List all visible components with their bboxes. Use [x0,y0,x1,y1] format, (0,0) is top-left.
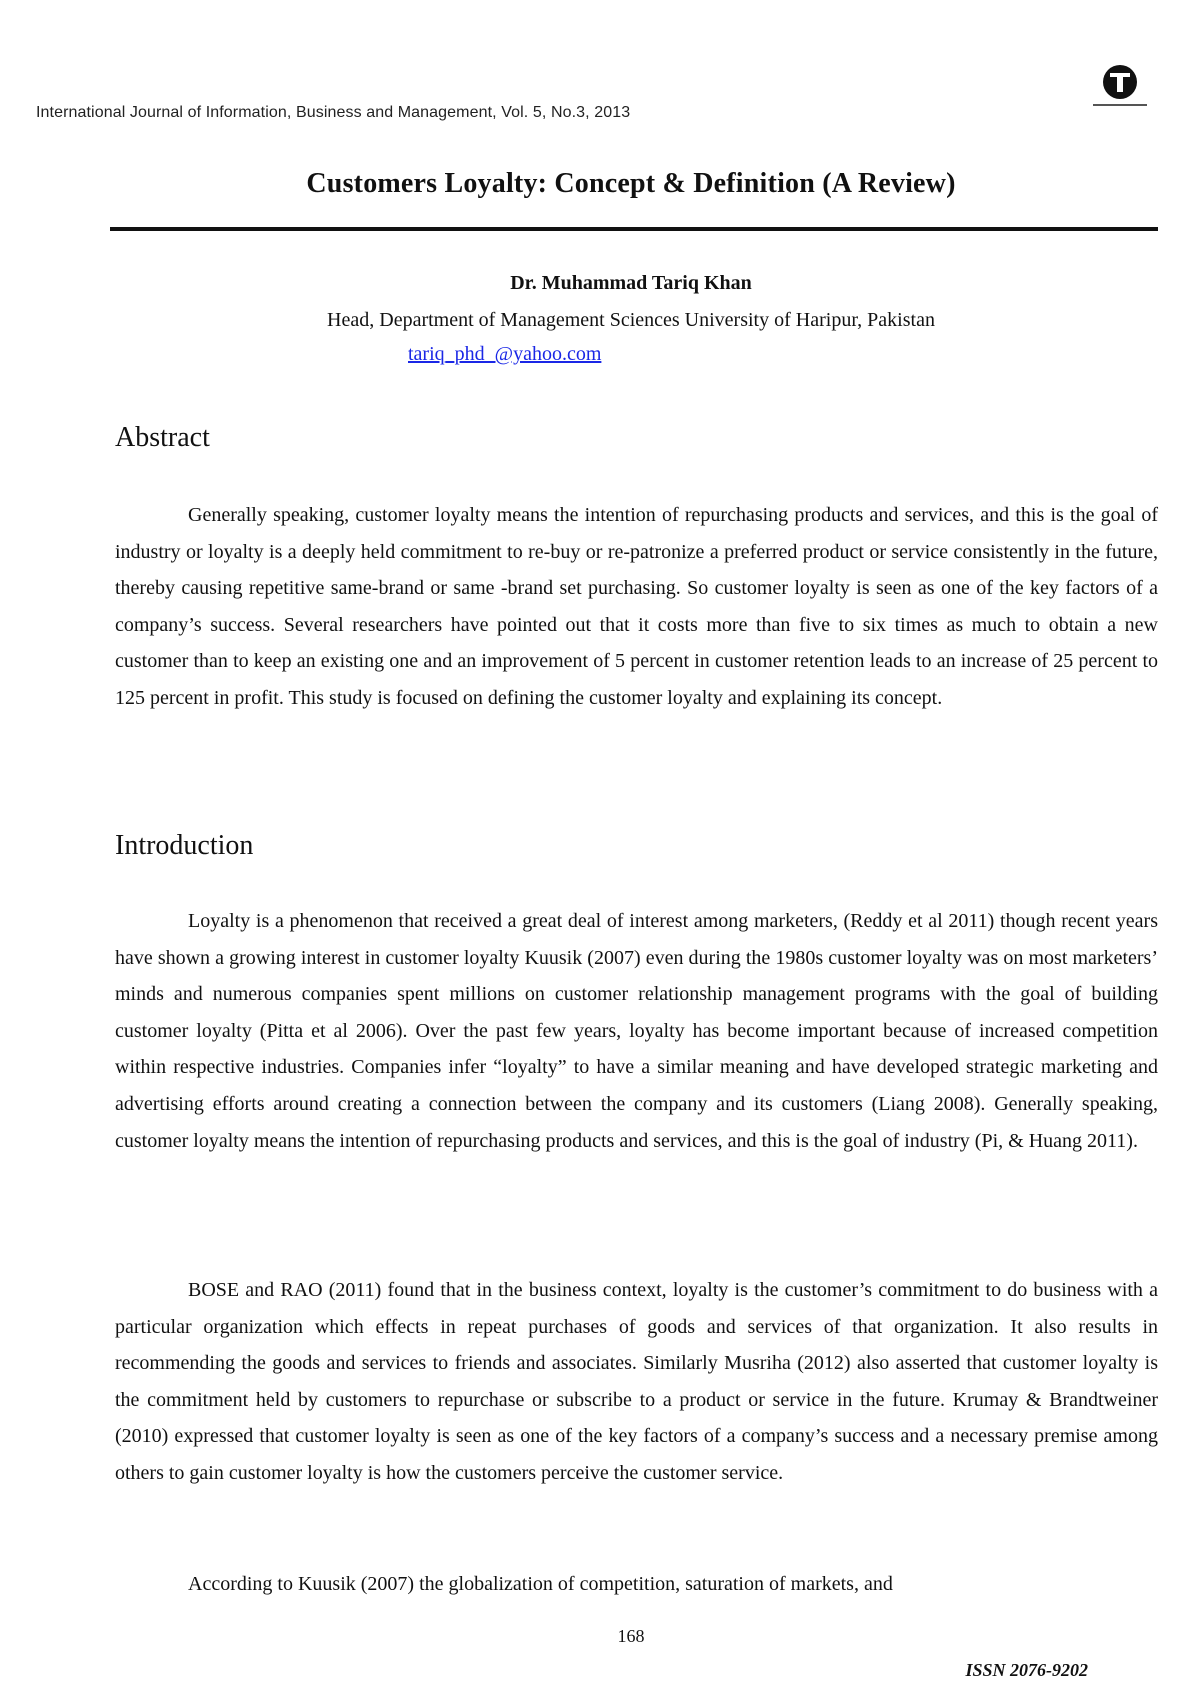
abstract-heading: Abstract [115,422,210,453]
publisher-logo-icon [1090,62,1150,110]
author-email-link[interactable]: tariq_phd_@yahoo.com [408,343,602,365]
author-affiliation: Head, Department of Management Sciences University of Haripur, Pakistan [327,309,935,331]
page-number: 168 [617,1626,645,1646]
introduction-paragraph: BOSE and RAO (2011) found that in the business context, loyalty is the customer’s commitment to do business with a particular organization which effects in repeat purchases of goods and services of that organization. It also results in recommending the goods and services to friends and associates. Similarly Musriha (2012) also asserted that customer loyalty is the commitment held by customers to repurchase or subscribe to a product or service in the future. Krumay & Brandtweiner (2010) expressed that customer loyalty is seen as one of the key factors of a company’s success and a necessary premise among others to gain customer loyalty is how the customers perceive the customer service. [115,1279,1158,1484]
issn-label: ISSN 2076-9202 [965,1660,1088,1680]
abstract-paragraph: Generally speaking, customer loyalty means the intention of repurchasing products and services, and this is the goal of industry or loyalty is a deeply held commitment to re-buy or re-patronize a preferred product or service consistently in the future, thereby causing repetitive same-brand or same -brand set purchasing. So customer loyalty is seen as one of the key factors of a company’s success. Several researchers have pointed out that it costs more than five to six times as much to obtain a new customer than to keep an existing one and an improvement of 5 percent in customer retention leads to an increase of 25 percent to 125 percent in profit. This study is focused on defining the customer loyalty and explaining its concept. [115,504,1158,709]
introduction-paragraph: According to Kuusik (2007) the globalization of competition, saturation of markets, and [188,1573,893,1595]
introduction-paragraph: Loyalty is a phenomenon that received a great deal of interest among marketers, (Reddy et al 2011) though recent years have shown a growing interest in customer loyalty Kuusik (2007) even during the 1980s customer loyalty was on most marketers’ minds and numerous companies spent millions on customer relationship management programs with the goal of building customer loyalty (Pitta et al 2006). Over the past few years, loyalty has become important because of increased competition within respective industries. Companies infer “loyalty” to have a similar meaning and have developed strategic marketing and advertising efforts around creating a connection between the company and its customers (Liang 2008). Generally speaking, customer loyalty means the intention of repurchasing products and services, and this is the goal of industry (Pi, & Huang 2011). [115,910,1158,1152]
journal-running-head: International Journal of Information, Business and Management, Vol. 5, No.3, 2013 [36,104,631,121]
introduction-heading: Introduction [115,830,254,861]
paper-title: Customers Loyalty: Concept & Definition (A Review) [306,168,956,199]
author-name: Dr. Muhammad Tariq Khan [510,272,752,294]
title-divider [110,227,1158,231]
